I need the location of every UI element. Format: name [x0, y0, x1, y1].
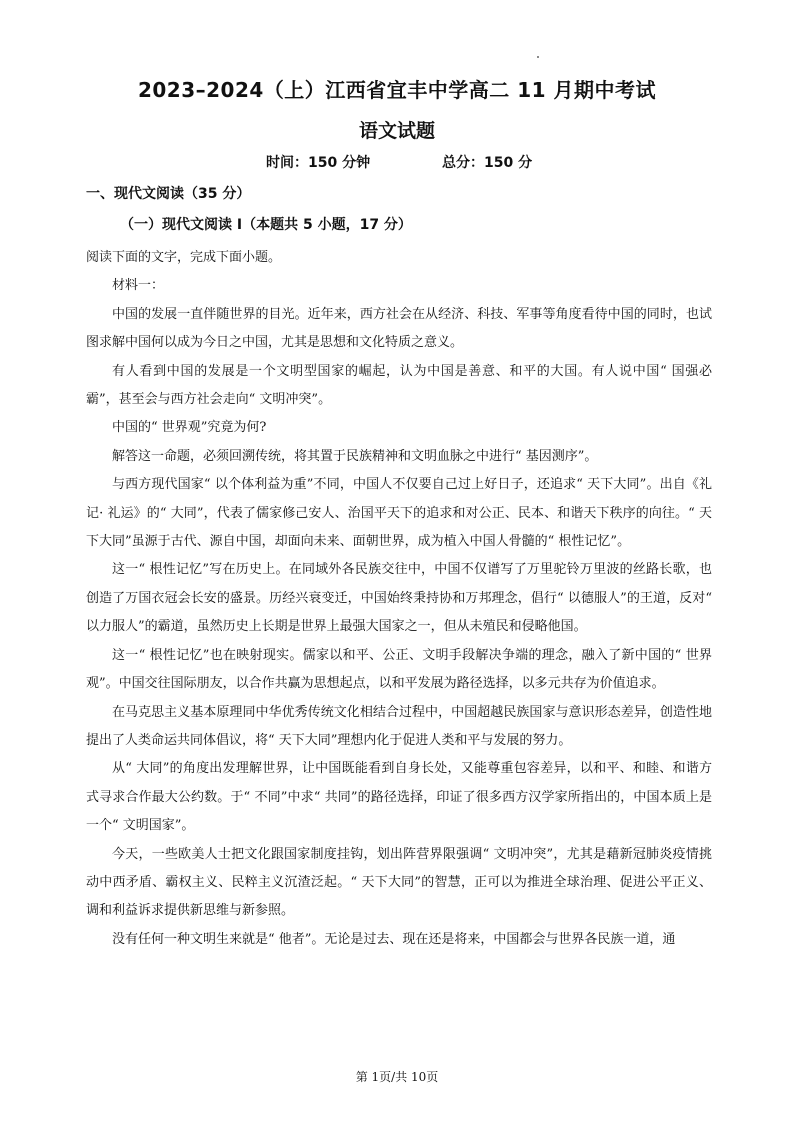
paragraph: 中国的“ 世界观”究竟为何? — [112, 420, 267, 436]
exam-time: 时间：150 分钟 — [266, 155, 371, 171]
paragraph: 这一“ 根性记忆”也在映射现实。儒家以和平、公正、文明手段解决争端的理念，融入了新中国的“ 世界观”。中国交往国际朋友，以合作共赢为思想起点，以和平发展为路径选择，以多元共存为价值追求。 — [86, 647, 712, 692]
paragraph: 这一“ 根性记忆”写在历史上。在同域外各民族交往中，中国不仅谱写了万里驼铃万里波的丝路长歌，也创造了万国衣冠会长安的盛景。历经兴衰变迁，中国始终秉持协和万邦理念，倡行“ 以德服人”的王道，反对“ 以力服人”的霸道，虽然历史上长期是世界上最强大国家之一，但从未殖民和侵略他国。 — [86, 562, 712, 635]
paragraph: 有人看到中国的发展是一个文明型国家的崛起，认为中国是善意、和平的大国。有人说中国“ 国强必霸”，甚至会与西方社会走向“ 文明冲突”。 — [86, 363, 712, 408]
paragraph: 解答这一命题，必须回溯传统，将其置于民族精神和文明血脉之中进行“ 基因测序”。 — [112, 448, 598, 464]
paragraph: 与西方现代国家“ 以个体利益为重”不同，中国人不仅要自己过上好日子，还追求“ 天下大同”。出自《礼记· 礼运》的“ 大同”，代表了儒家修己安人、治国平天下的追求和对公正、民本、和谐天下秩序的向往。“ 天下大同”虽源于古代、源自中国，却面向未来、面朝世界，成为植入中国人骨髓的“ 根性记忆”。 — [86, 477, 712, 550]
scan-speck — [537, 56, 539, 58]
paragraph: 从“ 大同”的角度出发理解世界，让中国既能看到自身长处，又能尊重包容差异，以和平、和睦、和谐方式寻求合作最大公约数。于“ 不同”中求“ 共同”的路径选择，印证了很多西方汉学家所指出的，中国本质上是一个“ 文明国家”。 — [86, 761, 712, 834]
exam-total-score: 总分：150 分 — [442, 155, 533, 171]
material-label: 材料一： — [112, 278, 165, 294]
instruction-text: 阅读下面的文字，完成下面小题。 — [86, 250, 282, 265]
reading-passage — [86, 244, 712, 954]
paragraph: 没有任何一种文明生来就是“ 他者”。无论是过去、现在还是将来，中国都会与世界各民族一道，通 — [112, 931, 676, 947]
paragraph: 中国的发展一直伴随世界的目光。近年来，西方社会在从经济、科技、军事等角度看待中国的同时，也试图求解中国何以成为今日之中国，尤其是思想和文化特质之意义。 — [86, 306, 712, 351]
page-number: 第 1页/共 10页 — [355, 1070, 439, 1084]
exam-subtitle: 语文试题 — [358, 120, 435, 142]
paragraph: 在马克思主义基本原理同中华优秀传统文化相结合过程中，中国超越民族国家与意识形态差异，创造性地提出了人类命运共同体倡议，将“ 天下大同”理想内化于促进人类和平与发展的努力。 — [86, 704, 712, 748]
subsection-heading: （一）现代文阅读 I（本题共 5 小题，17 分） — [120, 217, 412, 233]
section-heading: 一、现代文阅读（35 分） — [86, 186, 251, 202]
paragraph: 今天，一些欧美人士把文化跟国家制度挂钩，划出阵营界限强调“ 文明冲突”，尤其是藉新冠肺炎疫情挑动中西矛盾、霸权主义、民粹主义沉渣泛起。“ 天下大同”的智慧，正可以为推进全球治理、促进公平正义、调和利益诉求提供新思维与新参照。 — [86, 846, 712, 919]
exam-title: 2023–2024（上）江西省宜丰中学高二 11 月期中考试 — [137, 78, 657, 102]
